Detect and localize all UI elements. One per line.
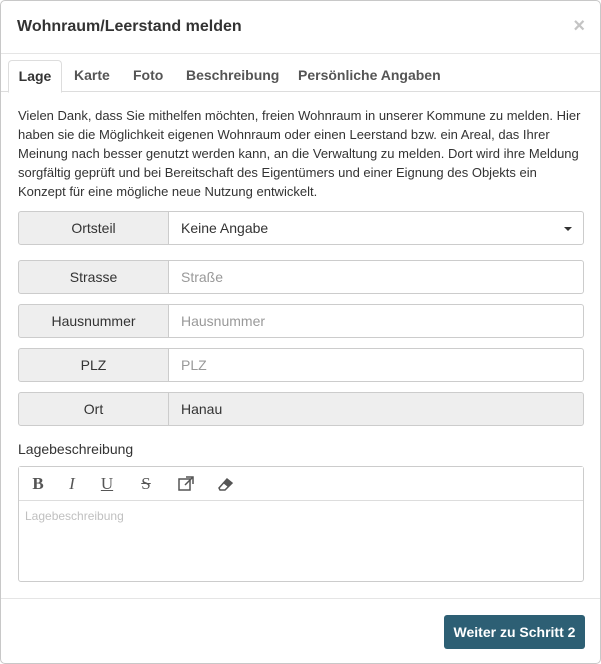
ort-row <box>18 392 584 426</box>
tab-beschreibung[interactable]: Beschreibung <box>186 67 280 83</box>
hausnummer-row <box>18 304 584 338</box>
dialog-title: Wohnraum/Leerstand melden <box>17 18 242 35</box>
dialog-header <box>1 1 601 54</box>
strasse-row <box>18 260 584 294</box>
close-icon: × <box>573 15 585 37</box>
plz-label: PLZ <box>18 348 169 382</box>
strikethrough-icon[interactable]: S <box>141 474 151 493</box>
plz-row <box>18 348 584 382</box>
lagebeschreibung-label: Lagebeschreibung <box>18 441 134 457</box>
bold-icon[interactable]: B <box>32 474 44 493</box>
hausnummer-label: Hausnummer <box>18 304 169 338</box>
tab-persoenliche-angaben[interactable]: Persönliche Angaben <box>298 67 441 83</box>
link-icon[interactable] <box>175 473 197 495</box>
hausnummer-input[interactable] <box>168 304 584 338</box>
intro-text: Vielen Dank, dass Sie mithelfen möchten, freien Wohnraum in unserer Kommune zu melden. Hier haben sie die Möglichkeit eigenen Wohnraum oder einen Leerstand bzw. ein Areal, das Ihrer Meinung nach besser genutzt werden kann, an die Verwaltung zu melden. Dort wird ihre Meldung sorgfältig geprüft und bei Bereitschaft des Eigentümers und einer Eignung des Objekts ein Konzept für eine mögliche neue Nutzung entwickelt. <box>18 108 581 199</box>
caret-down-icon <box>564 227 572 231</box>
ort-label: Ort <box>18 392 169 426</box>
strasse-label: Strasse <box>18 260 169 294</box>
editor-toolbar <box>19 467 583 501</box>
italic-icon[interactable]: I <box>69 474 75 493</box>
close-button[interactable] <box>573 16 585 36</box>
tab-foto[interactable]: Foto <box>133 67 164 83</box>
underline-icon[interactable]: U <box>100 474 114 493</box>
ortsteil-label: Ortsteil <box>18 211 169 245</box>
lagebeschreibung-textarea[interactable]: Lagebeschreibung <box>25 509 124 523</box>
ortsteil-select[interactable] <box>168 211 584 245</box>
tab-karte[interactable]: Karte <box>74 67 110 83</box>
next-step-button[interactable]: Weiter zu Schritt 2 <box>444 615 585 649</box>
eraser-icon[interactable] <box>215 473 237 495</box>
plz-input[interactable] <box>168 348 584 382</box>
strasse-input[interactable] <box>168 260 584 294</box>
tab-lage[interactable]: Lage <box>8 60 62 93</box>
ort-field: Hanau <box>168 392 584 426</box>
ortsteil-row <box>18 211 584 245</box>
dialog-footer <box>1 598 601 664</box>
lagebeschreibung-editor <box>18 466 584 582</box>
tab-bar <box>1 60 601 92</box>
ortsteil-selected-value: Keine Angabe <box>181 220 269 236</box>
